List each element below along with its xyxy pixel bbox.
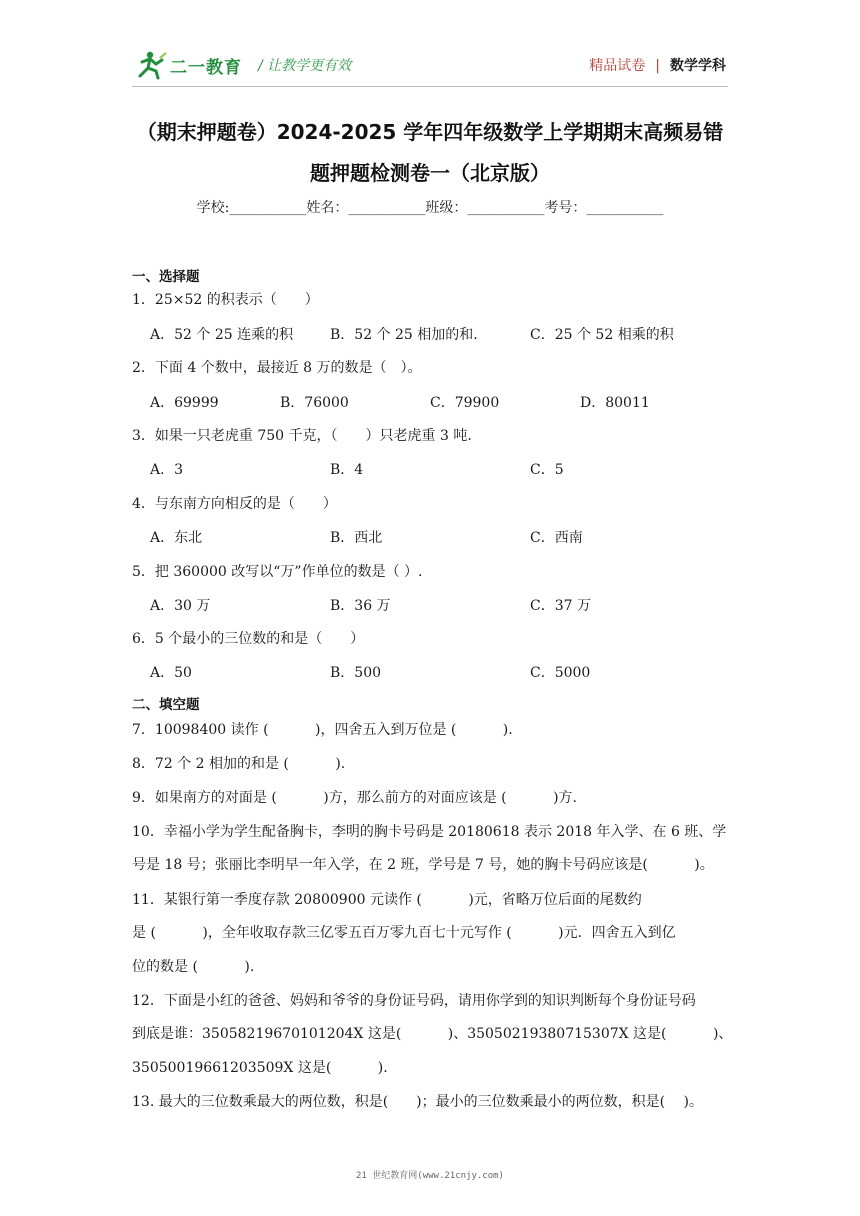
- question-10-line1: 10．幸福小学为学生配备胸卡，李明的胸卡号码是 20180618 表示 2018 年入学、在 6 班、学: [132, 824, 727, 840]
- doc-title-line1: （期末押题卷）2024-2025 学年四年级数学上学期期末高频易错: [136, 120, 724, 144]
- question-11-line3: 位的数是 ( ).: [132, 959, 255, 975]
- question-13: 13. 最大的三位数乘最大的两位数，积是( )；最小的三位数乘最小的两位数，积是( )。: [132, 1094, 704, 1110]
- question-11-line2: 是 ( )，全年收取存款三亿零五百万零九百七十元写作 ( )元．四舍五入到亿: [132, 925, 676, 941]
- question-7: 7．10098400 读作 ( )，四舍五入到万位是 ( ).: [132, 722, 513, 738]
- q3-option-b: B．4: [330, 462, 364, 478]
- page-footer: 21 世纪教育网(www.21cnjy.com): [356, 1171, 504, 1181]
- header-divider: [132, 86, 728, 87]
- header-separator: |: [655, 58, 660, 74]
- section-fill-heading: 二、填空题: [132, 697, 200, 713]
- question-6: 6．5 个最小的三位数的和是（ ）: [132, 631, 365, 647]
- doc-title-line2: 题押题检测卷一（北京版）: [310, 161, 550, 185]
- q2-option-a: A．69999: [150, 395, 219, 411]
- q4-option-b: B．西北: [330, 530, 383, 546]
- section-choice-heading: 一、选择题: [132, 269, 200, 285]
- q5-option-b: B．36 万: [330, 598, 391, 614]
- q5-option-a: A．30 万: [150, 598, 211, 614]
- q4-option-a: A．东北: [150, 530, 203, 546]
- brand-name: 二一教育: [170, 58, 242, 78]
- header-right: [589, 55, 726, 75]
- premium-label: 精品试卷: [589, 58, 646, 74]
- question-12-line2: 到底是谁：35058219670101204X 这是( )、35050219380715307X 这是( )、: [132, 1026, 733, 1042]
- brand-slogan: / 让教学更有效: [258, 58, 352, 74]
- question-4: 4．与东南方向相反的是（ ）: [132, 496, 337, 512]
- q1-option-b: B．52 个 25 相加的和.: [330, 327, 478, 343]
- q3-option-c: C．5: [530, 462, 564, 478]
- question-12-line3: 35050019661203509X 这是( ).: [132, 1060, 388, 1076]
- q6-option-b: B．500: [330, 665, 382, 681]
- question-10-line2: 号是 18 号；张丽比李明早一年入学，在 2 班，学号是 7 号，她的胸卡号码应该是( )。: [132, 857, 714, 873]
- question-8: 8．72 个 2 相加的和是 ( ).: [132, 756, 346, 772]
- student-info-line: 学校:___________姓名：___________班级：___________考号：___________: [196, 200, 664, 216]
- question-12-line1: 12．下面是小红的爸爸、妈妈和爷爷的身份证号码，请用你学到的知识判断每个身份证号码: [132, 993, 696, 1009]
- page-header: [0, 0, 860, 92]
- q4-option-c: C．西南: [530, 530, 583, 546]
- q2-option-d: D．80011: [580, 395, 650, 411]
- question-2: 2．下面 4 个数中，最接近 8 万的数是（ ）。: [132, 360, 422, 376]
- q6-option-a: A．50: [150, 665, 192, 681]
- q2-option-c: C．79900: [430, 395, 500, 411]
- q1-option-a: A．52 个 25 连乘的积: [150, 327, 294, 343]
- q6-option-c: C．5000: [530, 665, 591, 681]
- q5-option-c: C．37 万: [530, 598, 591, 614]
- question-9: 9．如果南方的对面是 ( )方，那么前方的对面应该是 ( )方.: [132, 790, 578, 806]
- question-11-line1: 11．某银行第一季度存款 20800900 元读作 ( )元，省略万位后面的尾数约: [132, 892, 642, 908]
- q3-option-a: A．3: [150, 462, 184, 478]
- q2-option-b: B．76000: [280, 395, 349, 411]
- subject-label: 数学学科: [670, 58, 726, 74]
- question-3: 3．如果一只老虎重 750 千克，（ ）只老虎重 3 吨.: [132, 428, 472, 444]
- question-5: 5．把 360000 改写以“万”作单位的数是（ ）.: [132, 564, 423, 580]
- q1-option-c: C．25 个 52 相乘的积: [530, 327, 674, 343]
- question-1: 1．25×52 的积表示（ ）: [132, 292, 319, 308]
